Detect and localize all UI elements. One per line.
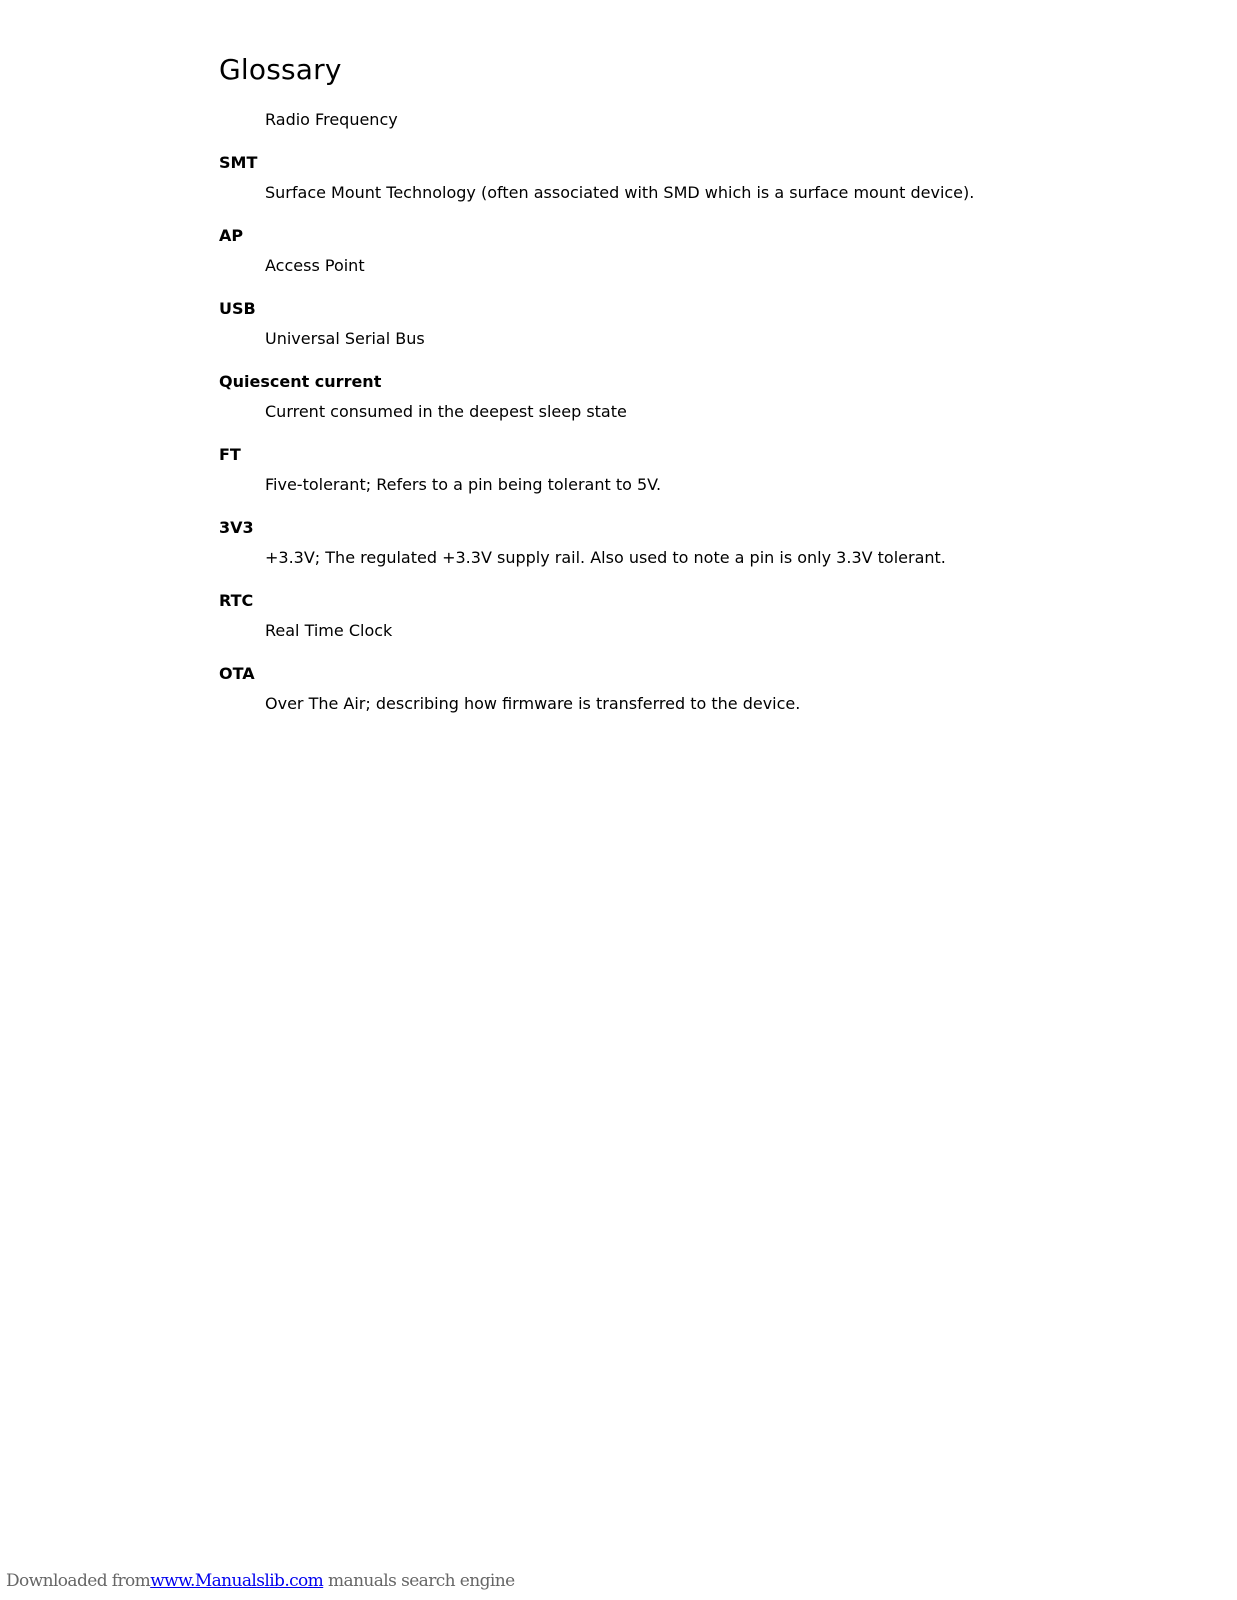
glossary-term: Quiescent current [219, 372, 382, 391]
glossary-term: SMT [219, 153, 258, 172]
manualslib-link[interactable]: www.Manualslib.com [150, 1571, 324, 1591]
footer-suffix: manuals search engine [328, 1571, 515, 1591]
glossary-term: RTC [219, 591, 254, 610]
glossary-entry [219, 445, 1119, 496]
glossary-definition: Over The Air; describing how firmware is transferred to the device. [265, 694, 801, 713]
glossary-definition: Current consumed in the deepest sleep state [265, 402, 627, 421]
glossary-term: USB [219, 299, 256, 318]
glossary-term: 3V3 [219, 518, 254, 537]
glossary-term: FT [219, 445, 241, 464]
definition-radio-frequency: Radio Frequency [265, 110, 398, 129]
glossary-definition: Universal Serial Bus [265, 329, 425, 348]
page-title: Glossary [219, 53, 342, 86]
glossary-entry [219, 372, 1119, 423]
glossary-entry [219, 518, 1119, 569]
glossary-entry [219, 299, 1119, 350]
footer-prefix: Downloaded from [6, 1571, 151, 1591]
glossary-entry [219, 664, 1119, 715]
glossary-definition: Surface Mount Technology (often associated with SMD which is a surface mount device). [265, 183, 975, 202]
download-footer [6, 1571, 515, 1591]
glossary-entry [219, 226, 1119, 277]
glossary-page [219, 52, 1119, 715]
glossary-term: AP [219, 226, 244, 245]
glossary-definition: Access Point [265, 256, 365, 275]
glossary-definition: +3.3V; The regulated +3.3V supply rail. Also used to note a pin is only 3.3V tolerant. [265, 548, 946, 567]
glossary-definition: Five-tolerant; Refers to a pin being tolerant to 5V. [265, 475, 662, 494]
glossary-term: OTA [219, 664, 255, 683]
glossary-definition: Real Time Clock [265, 621, 393, 640]
glossary-entry [219, 591, 1119, 642]
glossary-entry [219, 153, 1119, 204]
